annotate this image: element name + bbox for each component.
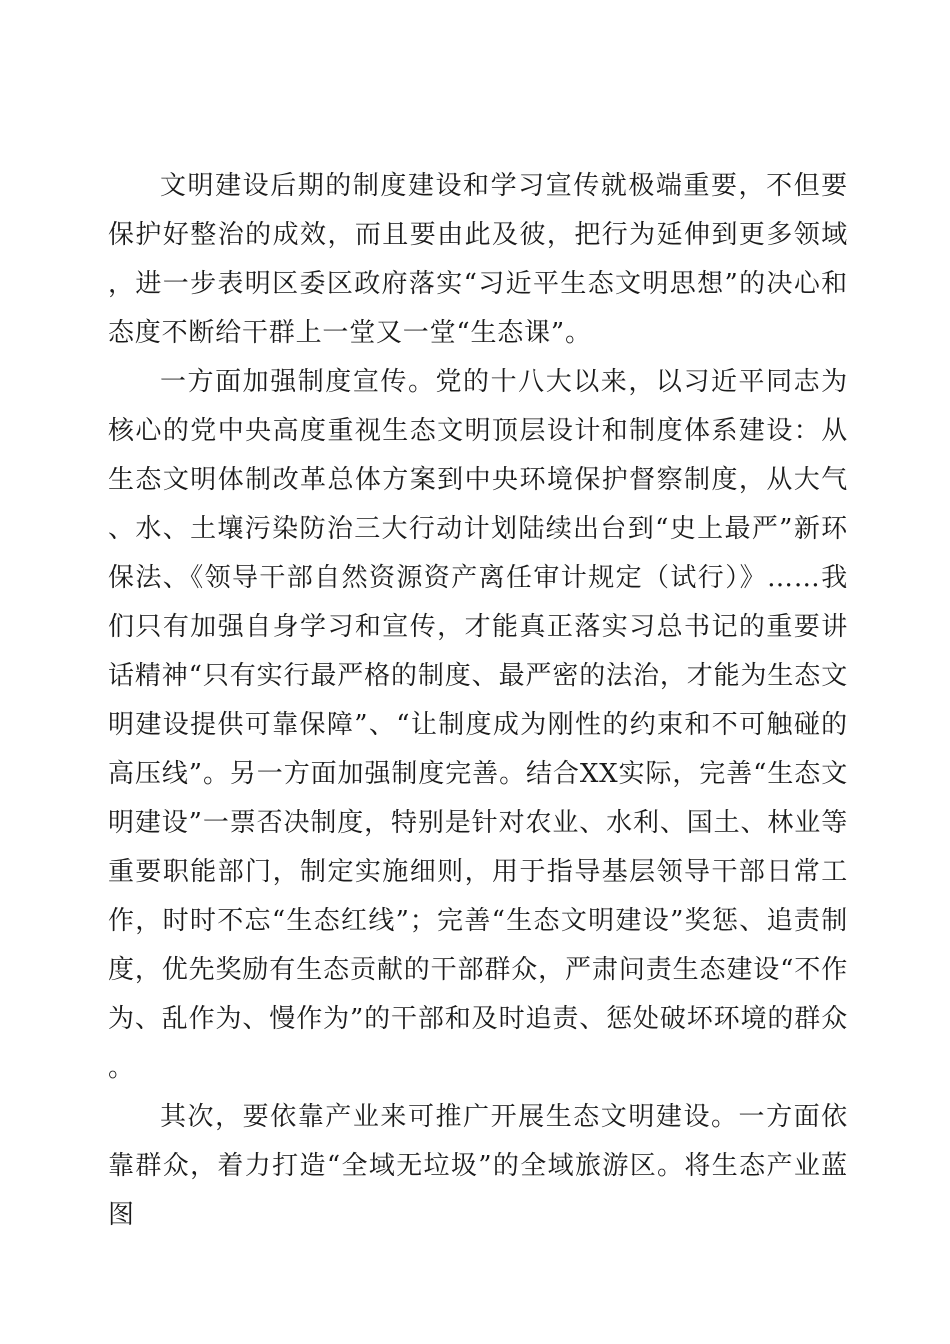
document-body bbox=[108, 162, 848, 1240]
paragraph-2: 一方面加强制度宣传。党的十八大以来，以习近平同志为核心的党中央高度重视生态文明顶层设计和制度体系建设：从生态文明体制改革总体方案到中央环境保护督察制度，从大气、水、土壤污染防治三大行动计划陆续出台到“史上最严”新环保法、《领导干部自然资源资产离任审计规定（试行）》……我们只有加强自身学习和宣传，才能真正落实习总书记的重要讲话精神“只有实行最严格的制度、最严密的法治，才能为生态文明建设提供可靠保障”、“让制度成为刚性的约束和不可触碰的高压线”。另一方面加强制度完善。结合XX实际，完善“生态文明建设”一票否决制度，特别是针对农业、水利、国土、林业等重要职能部门，制定实施细则，用于指导基层领导干部日常工作，时时不忘“生态红线”；完善“生态文明建设”奖惩、追责制度，优先奖励有生态贡献的干部群众，严肃问责生态建设“不作为、乱作为、慢作为”的干部和及时追责、惩处破坏环境的群众。 bbox=[108, 367, 848, 1083]
paragraph-1: 文明建设后期的制度建设和学习宣传就极端重要，不但要保护好整治的成效，而且要由此及彼，把行为延伸到更多领域，进一步表明区委区政府落实“习近平生态文明思想”的决心和态度不断给干群上一堂又一堂“生态课”。 bbox=[108, 171, 848, 348]
paragraph-3: 其次，要依靠产业来可推广开展生态文明建设。一方面依靠群众，着力打造“全域无垃圾”的全域旅游区。将生态产业蓝图 bbox=[108, 1102, 848, 1230]
